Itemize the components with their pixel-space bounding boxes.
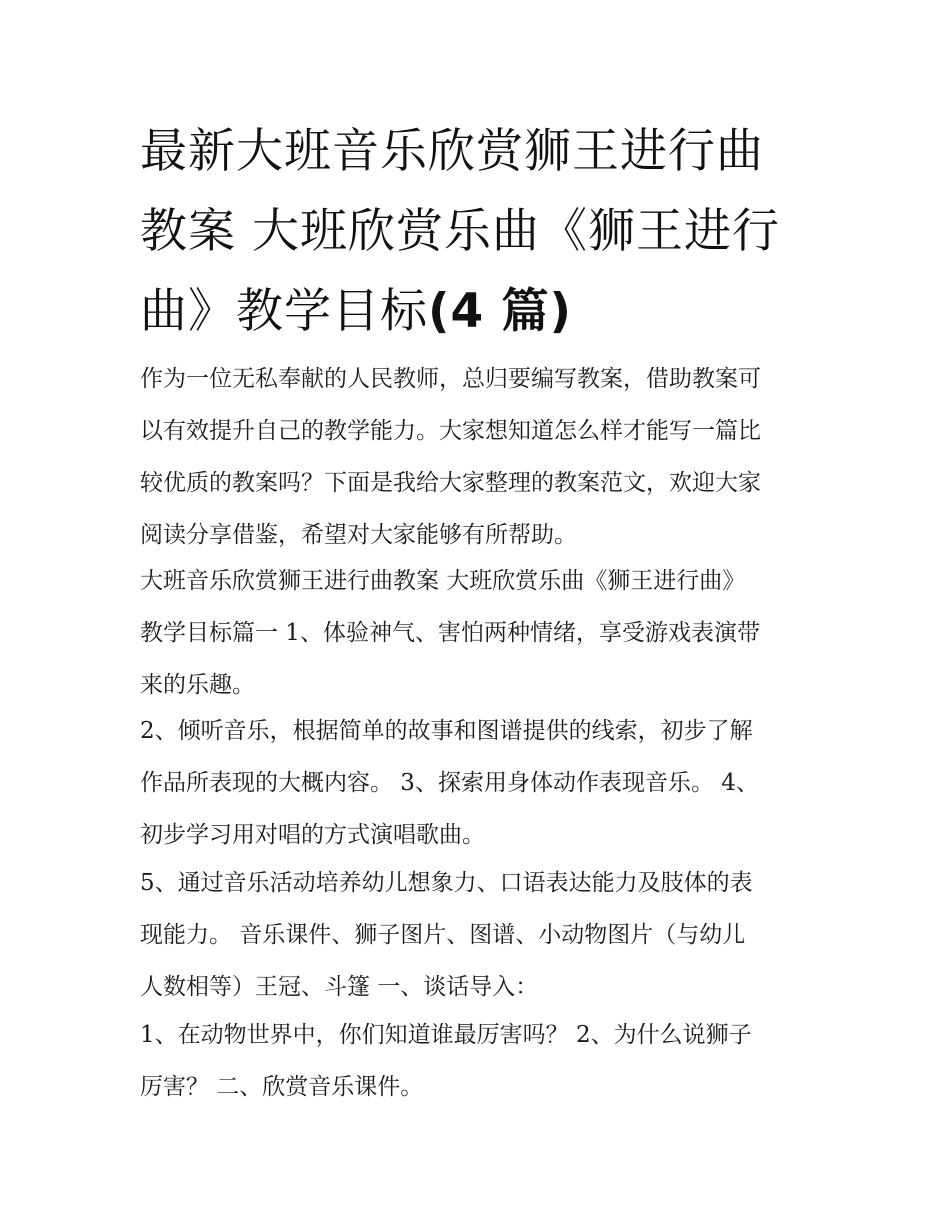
title-line-text: 曲》教学目标 — [140, 284, 428, 339]
title-line: 最新大班音乐欣赏狮王进行曲 — [140, 124, 764, 179]
text-line: 以有效提升自己的教学能力。大家想知道怎么样才能写一篇比 — [140, 418, 761, 444]
section-one-paragraph — [140, 555, 830, 711]
text-line: 2、倾听音乐，根据简单的故事和图谱提供的线索，初步了解 — [140, 718, 753, 744]
text-line: 作为一位无私奉献的人民教师，总归要编写教案，借助教案可 — [140, 366, 761, 392]
text-line: 教学目标篇一 1、体验神气、害怕两种情绪，享受游戏表演带 — [140, 620, 760, 646]
text-line: 人数相等）王冠、斗篷 一、谈话导入： — [140, 974, 539, 1000]
text-line: 大班音乐欣赏狮王进行曲教案 大班欣赏乐曲《狮王进行曲》 — [140, 568, 746, 594]
text-line: 5、通过音乐活动培养幼儿想象力、口语表达能力及肢体的表 — [140, 870, 753, 896]
text-line: 厉害？ 二、欣赏音乐课件。 — [140, 1074, 424, 1100]
text-line: 现能力。 音乐课件、狮子图片、图谱、小动物图片（与幼儿 — [140, 922, 746, 948]
text-line: 初步学习用对唱的方式演唱歌曲。 — [140, 822, 485, 848]
goal-item-paragraph — [140, 705, 830, 861]
goal-materials-paragraph — [140, 857, 830, 1013]
text-line: 来的乐趣。 — [140, 672, 255, 698]
title-line — [140, 272, 820, 352]
text-line: 较优质的教案吗？下面是我给大家整理的教案范文，欢迎大家 — [140, 470, 761, 496]
title-count: (4 篇) — [428, 284, 573, 339]
text-line: 作品所表现的大概内容。 3、探索用身体动作表现音乐。 4、 — [140, 770, 759, 796]
intro-paragraph — [140, 353, 830, 561]
text-line: 阅读分享借鉴，希望对大家能够有所帮助。 — [140, 522, 577, 548]
title-line: 教案 大班欣赏乐曲《狮王进行 — [140, 204, 780, 259]
activity-paragraph — [140, 1009, 830, 1113]
document-title — [140, 112, 820, 352]
text-line: 1、在动物世界中，你们知道谁最厉害吗？ 2、为什么说狮子 — [140, 1022, 752, 1048]
